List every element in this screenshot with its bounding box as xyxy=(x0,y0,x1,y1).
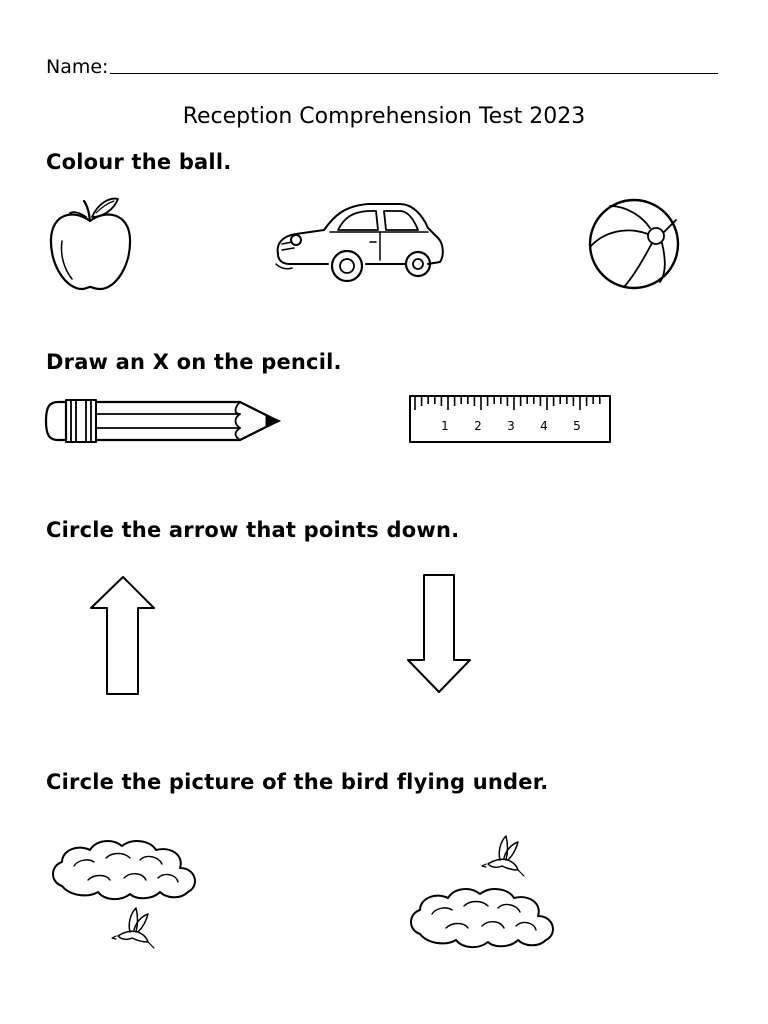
pencil-icon xyxy=(44,396,284,446)
pencil-picture[interactable] xyxy=(44,396,284,446)
name-label: Name: xyxy=(46,56,109,78)
ball-icon xyxy=(586,196,682,292)
bird-icon xyxy=(112,908,154,948)
ruler-picture[interactable] xyxy=(409,394,613,446)
cloud-icon xyxy=(411,889,553,947)
page-title: Reception Comprehension Test 2023 xyxy=(182,104,586,129)
cloud-icon xyxy=(53,841,195,899)
ruler-number: 3 xyxy=(507,419,515,433)
arrow-down-icon xyxy=(404,572,474,696)
cloud-with-bird-below-icon xyxy=(48,836,204,956)
cloud-with-bird-above-icon xyxy=(406,832,562,952)
bird-under-cloud-picture[interactable] xyxy=(48,836,204,956)
ruler-number: 1 xyxy=(441,419,449,433)
ruler-icon xyxy=(409,394,613,446)
bird-over-cloud-picture[interactable] xyxy=(406,832,562,952)
car-picture[interactable] xyxy=(272,198,448,288)
apple-icon xyxy=(44,193,136,295)
question-1-prompt: Colour the ball. xyxy=(46,150,232,174)
bird-icon xyxy=(482,836,524,876)
ruler-number: 5 xyxy=(573,419,581,433)
question-2-prompt: Draw an X on the pencil. xyxy=(46,350,342,374)
car-icon xyxy=(272,198,448,288)
arrow-up-picture[interactable] xyxy=(88,574,158,698)
apple-picture[interactable] xyxy=(44,193,136,295)
ruler-number: 4 xyxy=(540,419,548,433)
question-4-prompt: Circle the picture of the bird flying under. xyxy=(46,770,549,794)
name-line[interactable] xyxy=(110,72,718,74)
arrow-up-icon xyxy=(88,574,158,698)
ruler-number: 2 xyxy=(474,419,482,433)
arrow-down-picture[interactable] xyxy=(404,572,474,696)
ball-picture[interactable] xyxy=(586,196,682,292)
question-3-prompt: Circle the arrow that points down. xyxy=(46,518,460,542)
name-field[interactable] xyxy=(46,50,718,78)
